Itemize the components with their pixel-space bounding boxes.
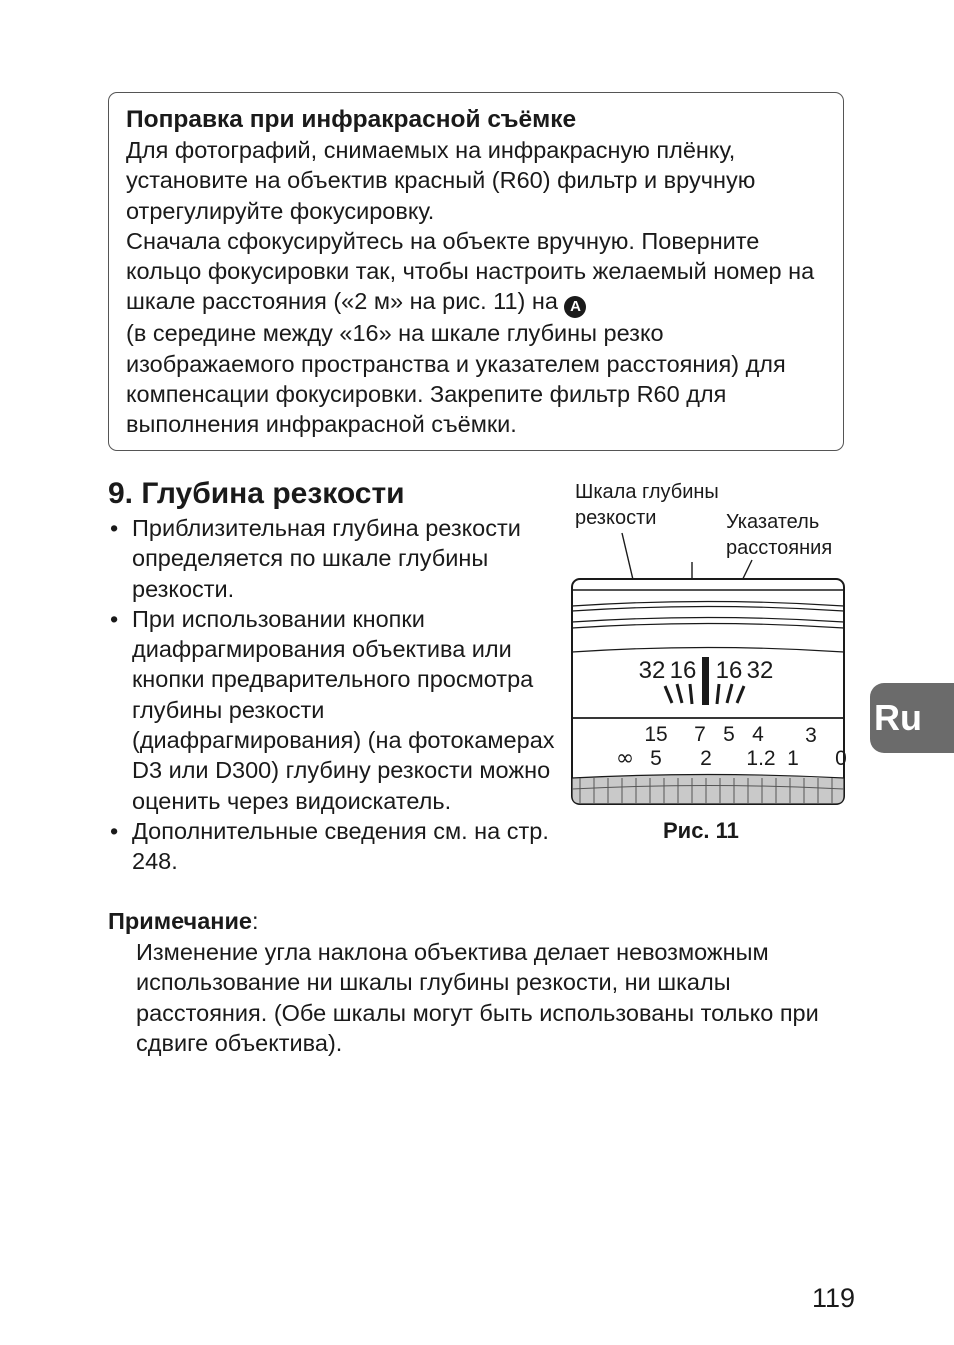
infrared-note-paragraph-1: Для фотографий, снимаемых на инфракрасную плёнку, установите на объектив красный (R60) фильтр и вручную отрегулируйте фокусировку. <box>126 137 756 224</box>
list-item <box>108 513 558 604</box>
bullet-dot: • <box>110 605 119 632</box>
distance-m-infinity: ∞ <box>615 746 635 771</box>
bullet-text: Дополнительные сведения см. на стр. 248. <box>132 817 549 875</box>
language-tab: Ru <box>870 683 954 753</box>
infrared-note-paragraph-2-start: Сначала сфокусируйтесь на объекте вручную. Поверните кольцо фокусировки так, чтобы настроить желаемый номер на шкале расстояния («2 м» на рис. 11) на <box>126 227 815 315</box>
bullet-list <box>108 513 558 877</box>
distance-ft-3: 3 <box>805 724 817 747</box>
infrared-note-paragraph-2-end: (в середине между «16» на шкале глубины резко изображаемого пространства и указателем расстояния) для компенсации фокусировки. Закрепите фильтр R60 для выполнения инфракрасной съёмки. <box>126 320 786 438</box>
dof-right-16: 16 <box>715 657 743 684</box>
infrared-note-box <box>108 92 844 451</box>
figure-label-dof-line1: Шкала глубины <box>575 481 719 503</box>
distance-ft-15: 15 <box>644 723 668 746</box>
distance-ft-7: 7 <box>694 723 706 746</box>
bullet-dot: • <box>110 515 119 541</box>
note-text: Изменение угла наклона объектива делает невозможным использование ни шкалы глубины резкости, ни шкалы расстояния. (Обе шкалы могут быть использованы только при сдвиге объектива). <box>136 939 819 1056</box>
bullet-dot: • <box>110 817 119 844</box>
dof-left-16: 16 <box>669 657 697 684</box>
infrared-note-paragraph-2 <box>126 226 829 440</box>
distance-ft-5: 5 <box>723 723 735 746</box>
distance-m-5: 5 <box>650 747 662 770</box>
page-number: 119 <box>812 1283 856 1313</box>
figure-label-dof-line2: резкости <box>575 507 657 529</box>
distance-ft-4: 4 <box>752 723 764 746</box>
bullet-text: Приблизительная глубина резкости определяется по шкале глубины резкости. <box>132 515 521 602</box>
bullet-text: При использовании кнопки диафрагмирования объектива или кнопки предварительного просмотра глубины резкости (диафрагмирования) (на фотокамерах D3 или D300) глубину резкости можно оценить через видоискатель. <box>132 605 555 814</box>
note-label-colon: : <box>251 908 259 934</box>
dof-right-32: 32 <box>746 657 774 684</box>
dof-left-32: 32 <box>638 657 666 684</box>
infrared-note-title: Поправка при инфракрасной съёмке <box>126 106 577 133</box>
note-label <box>108 906 259 936</box>
figure-caption: Рис. 11 <box>663 818 739 843</box>
distance-m-1-2: 1.2 <box>746 747 776 770</box>
distance-index-mark <box>702 657 709 705</box>
focus-grip <box>572 775 844 805</box>
marker-a-icon: A <box>564 296 586 318</box>
distance-m-2: 2 <box>700 747 712 770</box>
note-label-text: Примечание <box>108 908 252 934</box>
figure-label-pointer-line2: расстояния <box>726 537 833 559</box>
lens-scale-figure <box>560 470 860 815</box>
list-item <box>108 816 558 877</box>
list-item <box>108 604 558 816</box>
section-title: 9. Глубина резкости <box>108 477 405 510</box>
distance-m-0: 0 <box>835 747 847 770</box>
figure-label-pointer-line1: Указатель <box>726 511 820 533</box>
distance-m-1: 1 <box>787 747 799 770</box>
